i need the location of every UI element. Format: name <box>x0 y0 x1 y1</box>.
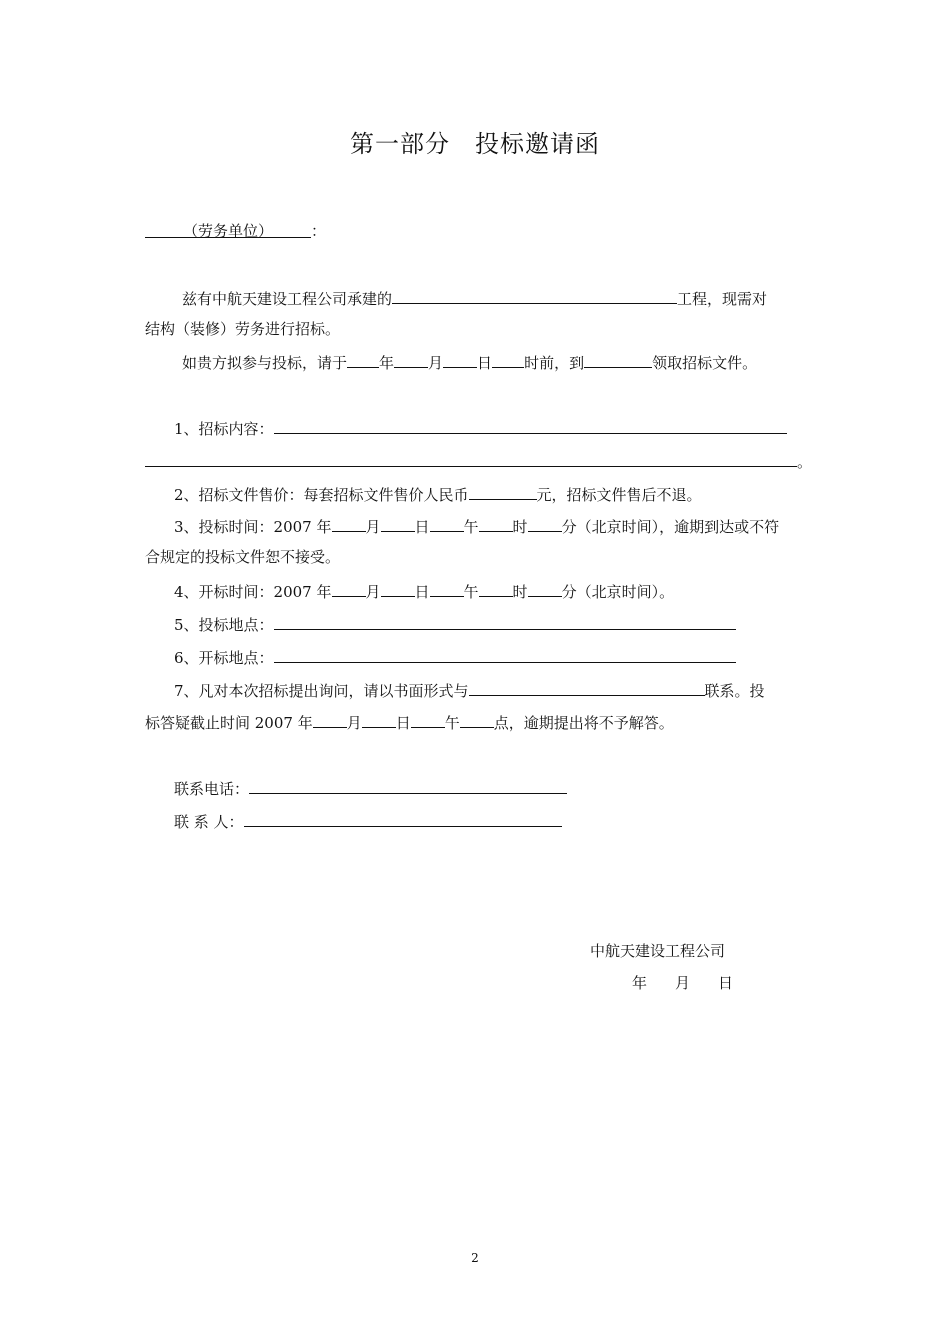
year-label: 年 <box>379 354 395 372</box>
month-blank[interactable] <box>394 350 428 368</box>
item-4-start: 4、开标时间：2007 年 <box>174 583 332 601</box>
item-7-month: 月 <box>346 714 362 732</box>
item-3-line-2: 合规定的投标文件恕不接受。 <box>145 548 341 566</box>
item-2-end: 元，招标文件售后不退。 <box>536 486 702 504</box>
item-5-label: 5、投标地点： <box>174 616 274 634</box>
item-1-line <box>174 416 787 440</box>
issue-date-month: 月 <box>675 974 691 992</box>
item-3-hour-blank[interactable] <box>479 514 513 532</box>
salutation-line <box>145 220 326 242</box>
item-2-line <box>174 482 702 506</box>
item-3-end: 分（北京时间），逾期到达或不符 <box>561 518 780 536</box>
issue-date <box>632 972 733 993</box>
year-blank[interactable] <box>347 350 379 368</box>
item-1-blank[interactable] <box>274 416 787 434</box>
item-7-line-2 <box>145 710 674 734</box>
intro-p2-end: 领取招标文件。 <box>652 354 758 372</box>
item-4-noon-blank[interactable] <box>430 579 464 597</box>
item-1-end: 。 <box>797 453 813 471</box>
contact-phone-label: 联系电话： <box>174 780 250 798</box>
issue-date-day: 日 <box>718 974 734 992</box>
intro-text-start: 兹有中航天建设工程公司承建的 <box>182 290 393 308</box>
item-6-blank[interactable] <box>274 645 736 663</box>
item-2-start: 2、招标文件售价：每套招标文件售价人民币 <box>174 486 469 504</box>
project-name-blank[interactable] <box>392 286 677 304</box>
intro-line-2: 结构（装修）劳务进行招标。 <box>145 320 341 338</box>
item-1-label: 1、招标内容： <box>174 420 274 438</box>
item-4-day: 日 <box>414 583 430 601</box>
hour-label: 时前，到 <box>524 354 585 372</box>
item-7-hour-blank[interactable] <box>460 710 494 728</box>
salutation-colon: ： <box>311 222 327 240</box>
day-blank[interactable] <box>443 350 477 368</box>
intro-line-3 <box>182 350 757 374</box>
issuer-name: 中航天建设工程公司 <box>590 942 726 960</box>
item-3-minute-blank[interactable] <box>528 514 562 532</box>
item-6-line <box>174 645 736 669</box>
item-3-day-blank[interactable] <box>381 514 415 532</box>
price-blank[interactable] <box>469 482 537 500</box>
item-3-start: 3、投标时间：2007 年 <box>174 518 332 536</box>
item-7-contact-blank[interactable] <box>469 678 705 696</box>
item-7-day: 日 <box>395 714 411 732</box>
item-7-start: 7、凡对本次招标提出询问，请以书面形式与 <box>174 682 469 700</box>
item-4-day-blank[interactable] <box>381 579 415 597</box>
item-4-line <box>174 579 674 603</box>
hour-blank[interactable] <box>492 350 524 368</box>
location-blank[interactable] <box>584 350 652 368</box>
item-4-hour: 时 <box>512 583 528 601</box>
unit-placeholder: （劳务单位） <box>182 222 273 240</box>
contact-phone-blank[interactable] <box>249 776 567 794</box>
item-7-line2-start: 标答疑截止时间 2007 年 <box>145 714 313 732</box>
contact-phone-line <box>174 776 567 800</box>
page-number: 2 <box>471 1251 479 1265</box>
item-3-month-blank[interactable] <box>332 514 366 532</box>
item-7-noon: 午 <box>444 714 460 732</box>
day-label: 日 <box>477 354 493 372</box>
contact-person-label: 联 系 人： <box>174 813 244 831</box>
item-4-end: 分（北京时间）。 <box>561 583 675 601</box>
item-7-line <box>174 678 765 702</box>
issue-date-year: 年 <box>632 974 648 992</box>
unit-blank[interactable] <box>145 220 311 238</box>
item-4-month-blank[interactable] <box>332 579 366 597</box>
item-5-blank[interactable] <box>274 612 736 630</box>
page-title: 第一部分 投标邀请函 <box>350 130 600 158</box>
item-7-month-blank[interactable] <box>313 710 347 728</box>
intro-p2-start: 如贵方拟参与投标，请于 <box>182 354 348 372</box>
item-3-day: 日 <box>414 518 430 536</box>
item-5-line <box>174 612 736 636</box>
item-3-noon-blank[interactable] <box>430 514 464 532</box>
contact-person-line <box>174 809 562 833</box>
intro-text-end: 工程，现需对 <box>677 290 768 308</box>
item-4-noon: 午 <box>463 583 479 601</box>
intro-line-1 <box>182 286 767 310</box>
item-3-noon: 午 <box>463 518 479 536</box>
item-6-label: 6、开标地点： <box>174 649 274 667</box>
item-4-month: 月 <box>365 583 381 601</box>
contact-person-blank[interactable] <box>244 809 562 827</box>
item-3-hour: 时 <box>512 518 528 536</box>
item-4-hour-blank[interactable] <box>479 579 513 597</box>
item-7-end2: 点，逾期提出将不予解答。 <box>493 714 674 732</box>
item-7-day-blank[interactable] <box>362 710 396 728</box>
month-label: 月 <box>428 354 444 372</box>
item-7-noon-blank[interactable] <box>411 710 445 728</box>
item-1-line-2 <box>145 449 812 473</box>
item-7-end: 联系。投 <box>704 682 765 700</box>
item-3-line <box>174 514 779 538</box>
item-1-blank-2[interactable] <box>145 449 797 467</box>
item-3-month: 月 <box>365 518 381 536</box>
item-4-minute-blank[interactable] <box>528 579 562 597</box>
